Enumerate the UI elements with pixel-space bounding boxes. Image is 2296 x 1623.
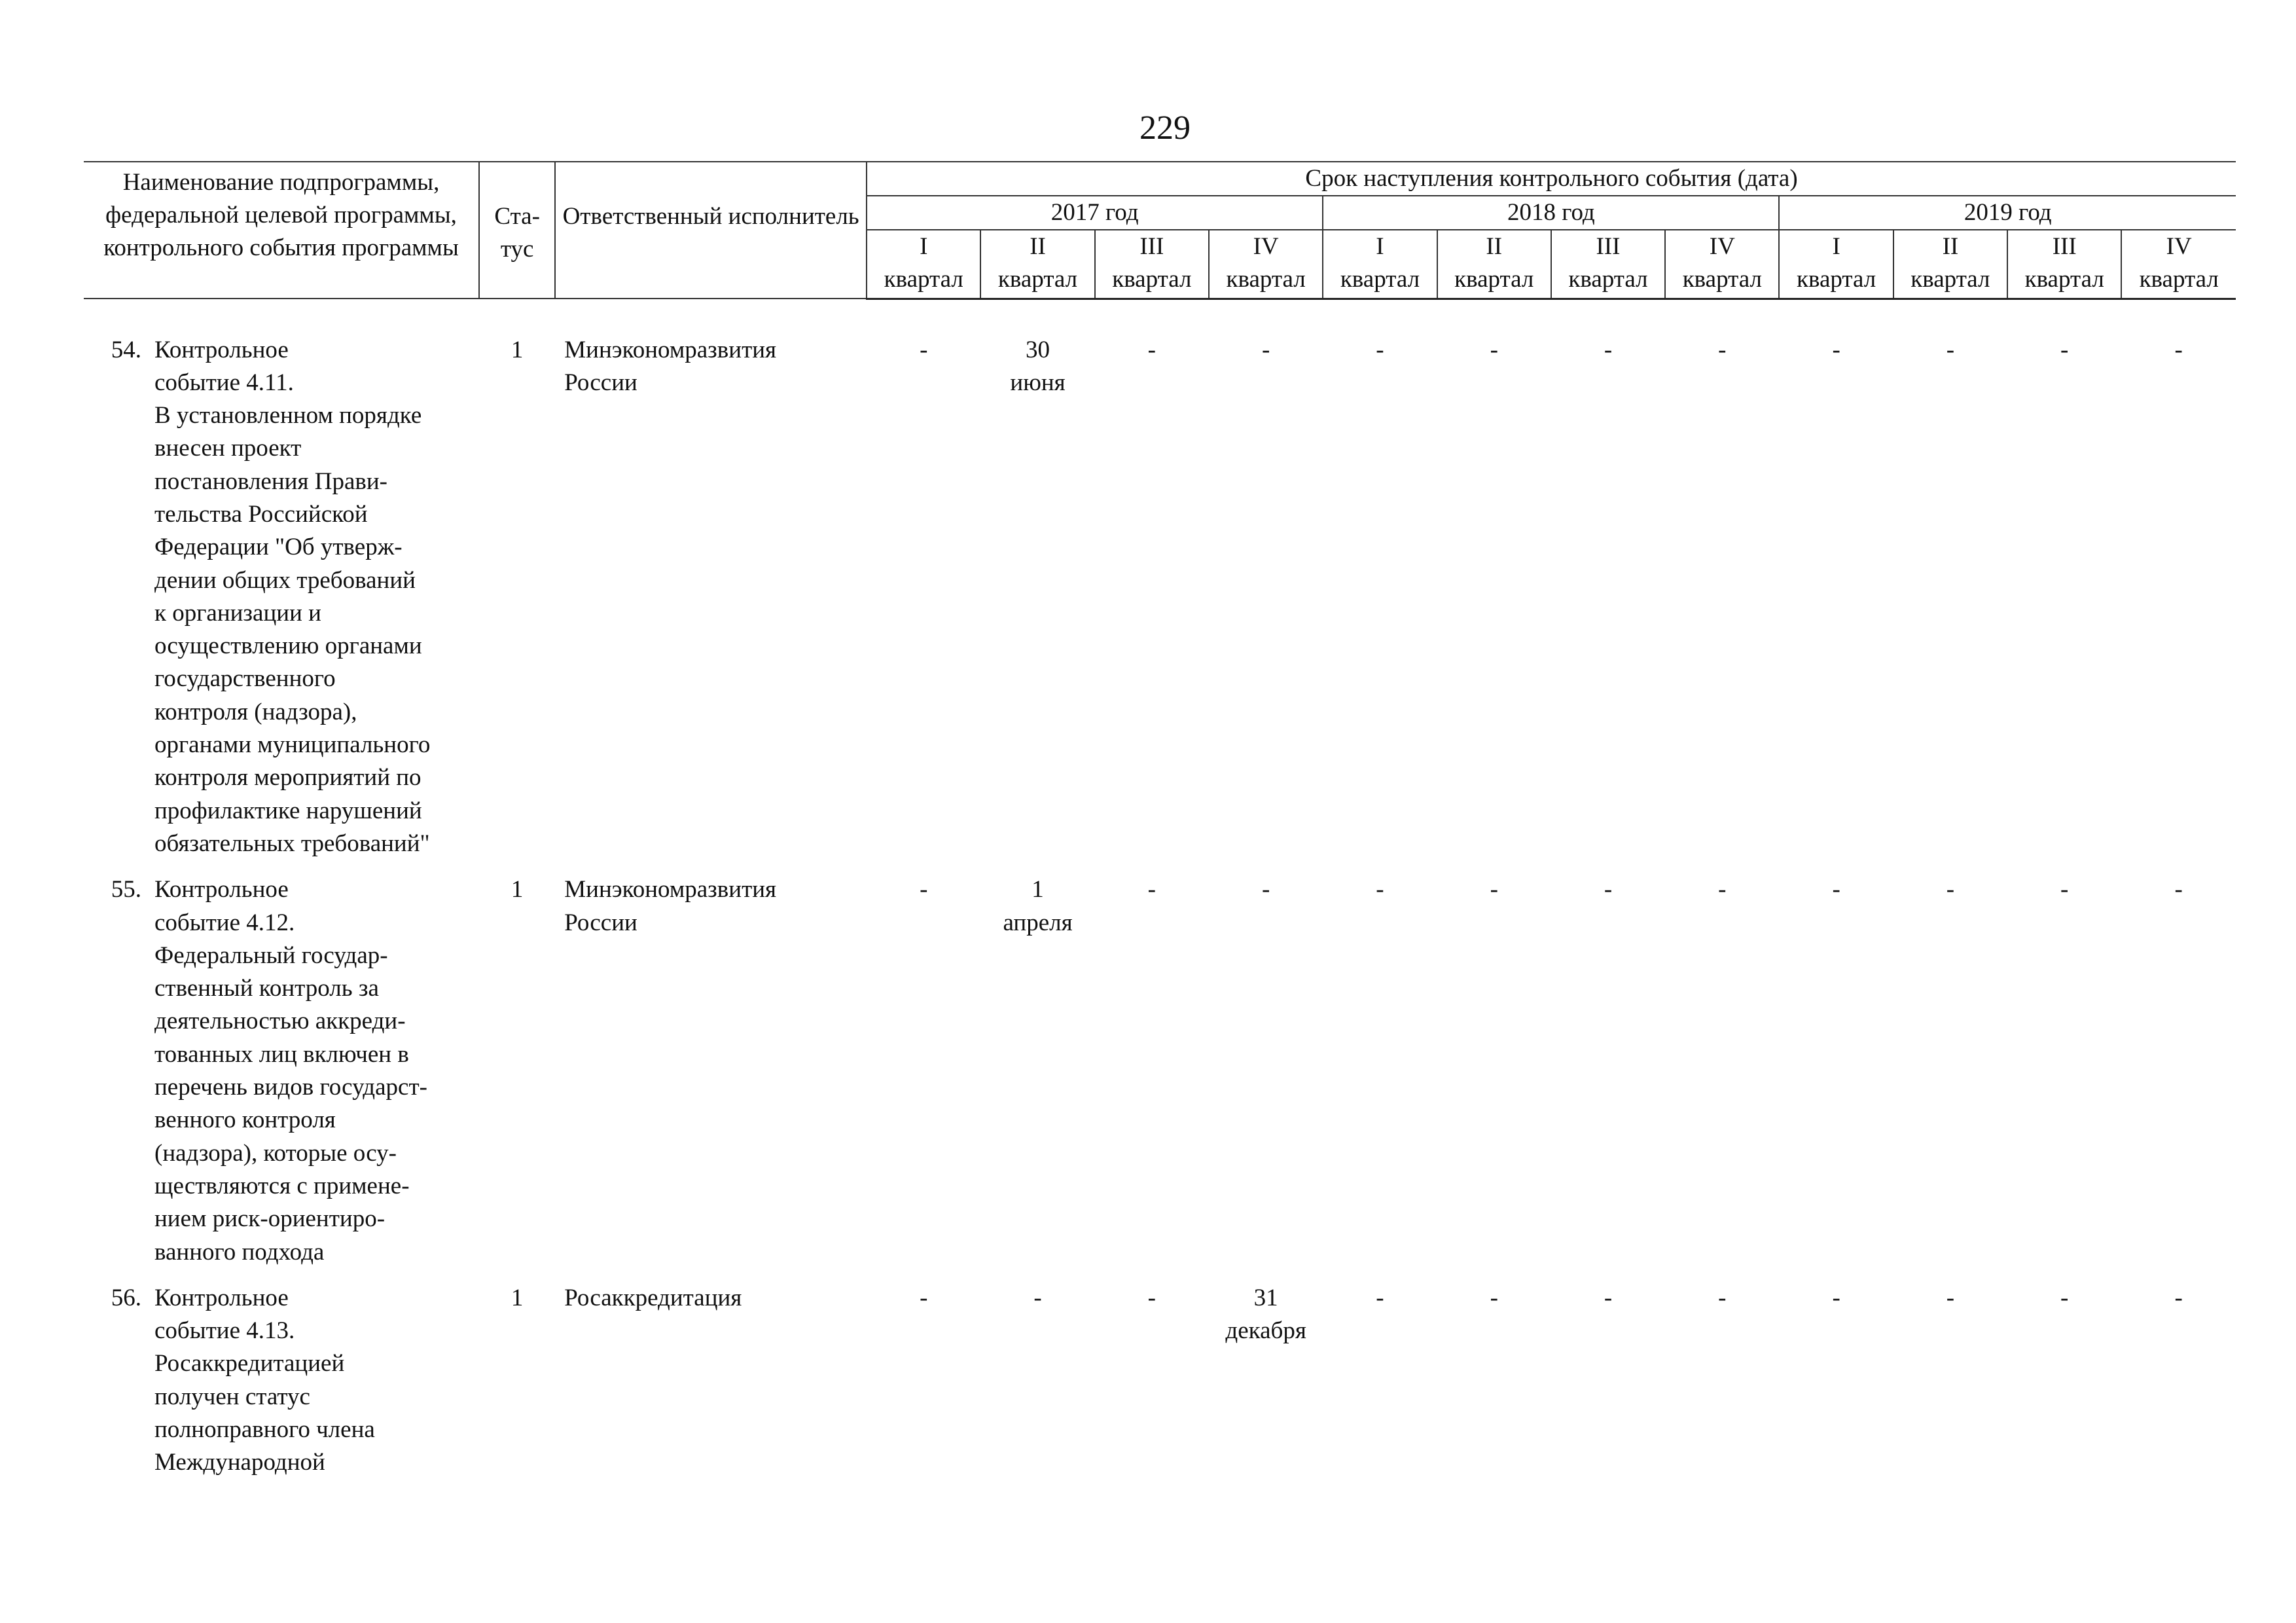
status-cell: 1 <box>511 336 524 363</box>
header-year-2017: 2017 год <box>867 196 1323 230</box>
header-quarter-numeral: II <box>1893 230 2007 263</box>
executor-cell: Росаккредитация <box>564 1284 742 1311</box>
header-name: Наименование подпрограммы, федеральной целевой программы, контрольного события программы <box>84 162 479 299</box>
header-quarter-word: квартал <box>1323 263 1437 299</box>
header-quarter-word: квартал <box>1779 263 1893 299</box>
header-quarter-word: квартал <box>867 263 980 299</box>
status-cell: 1 <box>511 876 524 903</box>
header-quarter-numeral: IV <box>1665 230 1779 263</box>
quarter-cell: - <box>1376 336 1384 363</box>
header-quarter-word: квартал <box>1551 263 1665 299</box>
quarter-cell: - <box>1946 336 1955 363</box>
header-quarter-numeral: II <box>980 230 1094 263</box>
header-quarter-word: квартал <box>2121 263 2236 299</box>
event-description: Контрольное событие 4.12. Федеральный государ- ственный контроль за деятельностью аккреди- тованных лиц включен в перечень видов государст- венного контроля (надзора), которые осу- ществляются с примене- нием риск-ориентиро- ванного подхода <box>154 876 427 1266</box>
header-status: Ста- тус <box>479 162 555 299</box>
quarter-cell: - <box>920 876 928 903</box>
header-year-2018: 2018 год <box>1323 196 1779 230</box>
header-quarter-word: квартал <box>1209 263 1323 299</box>
header-quarter-numeral: IV <box>1209 230 1323 263</box>
quarter-cell: - <box>1490 1284 1498 1311</box>
header-quarter-word: квартал <box>1665 263 1779 299</box>
quarter-cell: - <box>1604 876 1613 903</box>
header-quarter-word: квартал <box>2007 263 2121 299</box>
event-name-cell <box>84 1282 479 1493</box>
executor-cell: Минэкономразвития России <box>564 876 777 936</box>
row-number: 54. <box>111 336 141 363</box>
quarter-cell: - <box>1490 336 1498 363</box>
quarter-cell: - <box>1946 876 1955 903</box>
header-quarter-numeral: I <box>1323 230 1437 263</box>
quarter-cell: - <box>1147 1284 1156 1311</box>
header-quarter-numeral: I <box>867 230 980 263</box>
quarter-cell: - <box>1946 1284 1955 1311</box>
header-executor: Ответственный исполнитель <box>555 162 867 299</box>
quarter-cell: - <box>1604 1284 1613 1311</box>
quarter-cell: - <box>2174 876 2183 903</box>
header-quarter-word: квартал <box>980 263 1094 299</box>
quarter-cell: - <box>1376 1284 1384 1311</box>
quarter-cell: - <box>2174 1284 2183 1311</box>
quarter-cell: 1 апреля <box>1003 876 1073 936</box>
header-quarter-word: квартал <box>1437 263 1551 299</box>
header-quarter-word: квартал <box>1095 263 1209 299</box>
quarter-cell: - <box>1832 1284 1840 1311</box>
header-quarter-numeral: III <box>1551 230 1665 263</box>
status-cell: 1 <box>511 1284 524 1311</box>
quarter-cell: - <box>1261 876 1270 903</box>
table-row <box>84 1282 2236 1493</box>
quarter-cell: - <box>1718 876 1727 903</box>
header-quarter-numeral: I <box>1779 230 1893 263</box>
table-row <box>84 873 2236 1282</box>
quarter-cell: - <box>1490 876 1498 903</box>
event-name-cell <box>84 334 479 874</box>
header-quarter-word: квартал <box>1893 263 2007 299</box>
header-quarter-numeral: II <box>1437 230 1551 263</box>
header-quarter-numeral: IV <box>2121 230 2236 263</box>
quarter-cell: - <box>1832 876 1840 903</box>
quarter-cell: - <box>1261 336 1270 363</box>
control-events-table <box>84 161 2236 1493</box>
quarter-cell: - <box>920 336 928 363</box>
quarter-cell: - <box>1604 336 1613 363</box>
executor-cell: Минэкономразвития России <box>564 336 777 396</box>
page-number: 229 <box>1139 109 1191 147</box>
quarter-cell: - <box>1718 336 1727 363</box>
quarter-cell: - <box>2060 336 2069 363</box>
event-description: Контрольное событие 4.11. В установленном порядке внесен проект постановления Прави- тельства Российской Федерации "Об утверж- дении общих требований к организации и осуществлению органами государственного контроля (надзора), органами муниципального контроля мероприятий по профилактике нарушений обязательных требований" <box>154 336 431 857</box>
quarter-cell: - <box>1832 336 1840 363</box>
table-row <box>84 334 2236 874</box>
quarter-cell: - <box>1376 876 1384 903</box>
quarter-cell: - <box>1147 336 1156 363</box>
header-quarter-numeral: III <box>2007 230 2121 263</box>
quarter-cell: 31 декабря <box>1225 1284 1306 1345</box>
quarter-cell: - <box>1718 1284 1727 1311</box>
quarter-cell: - <box>2060 1284 2069 1311</box>
quarter-cell: - <box>920 1284 928 1311</box>
quarter-cell: - <box>1033 1284 1042 1311</box>
spacer <box>84 299 2236 334</box>
row-number: 55. <box>111 876 141 903</box>
quarter-cell: - <box>2174 336 2183 363</box>
quarter-cell: - <box>1147 876 1156 903</box>
header-year-2019: 2019 год <box>1779 196 2236 230</box>
header-quarter-numeral: III <box>1095 230 1209 263</box>
row-number: 56. <box>111 1284 141 1311</box>
event-description: Контрольное событие 4.13. Росаккредитацией получен статус полноправного члена Международной <box>154 1284 375 1476</box>
event-name-cell <box>84 873 479 1282</box>
header-deadline-group: Срок наступления контрольного события (дата) <box>867 162 2236 196</box>
quarter-cell: 30 июня <box>1010 336 1066 396</box>
quarter-cell: - <box>2060 876 2069 903</box>
